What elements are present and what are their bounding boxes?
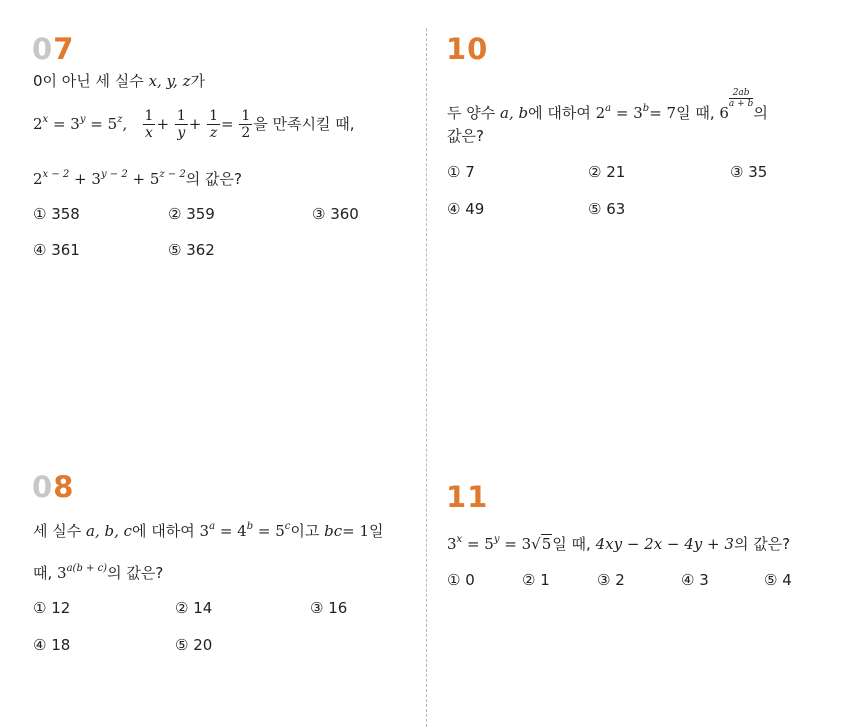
choice-11-1[interactable]: ① 0 <box>447 571 475 589</box>
problem-number-08: 08 <box>32 470 75 504</box>
choice-08-1[interactable]: ① 12 <box>33 599 71 617</box>
choice-07-4[interactable]: ④ 361 <box>33 241 80 259</box>
fraction-1-over-y: $\frac{1}{y}$ <box>176 108 186 141</box>
problem-number-10: 10 <box>446 32 489 66</box>
choice-08-2[interactable]: ② 14 <box>175 599 213 617</box>
choice-07-3[interactable]: ③ 360 <box>312 205 359 223</box>
choice-10-4[interactable]: ④ 49 <box>447 200 485 218</box>
problem-11-line-1: $3^x = 5^y = 3√5$일 때, 4xy − 2x − 4y + 3의 값은? <box>447 534 791 553</box>
problem-number-11: 11 <box>446 480 489 514</box>
problem-11 <box>427 460 852 727</box>
problem-07 <box>0 0 426 440</box>
problem-07-line-2: $2^x = 3^y = 5^z$, $\frac{1}{x}$ + $\frac{1}{y}$ + $\frac{1}{z}$ = $\frac{1}{2}$ 을 만족시킬 때, <box>33 108 355 141</box>
problem-10-line-1: 두 양수 a, b에 대하여 $2^a = 3^b= 7$일 때, 6 $\frac{2ab}{a + b}$ 의 <box>447 88 768 122</box>
choice-10-1[interactable]: ① 7 <box>447 163 475 181</box>
choice-11-4[interactable]: ④ 3 <box>681 571 709 589</box>
problem-10-line-2: 값은? <box>447 127 484 145</box>
problem-08-line-1: 세 실수 a, b, c에 대하여 $3^a = 4^b = 5^c$이고 bc= 1일 <box>33 521 384 540</box>
choice-08-5[interactable]: ⑤ 20 <box>175 636 213 654</box>
choice-11-5[interactable]: ⑤ 4 <box>764 571 792 589</box>
choice-07-2[interactable]: ② 359 <box>168 205 215 223</box>
choice-10-3[interactable]: ③ 35 <box>730 163 768 181</box>
fraction-1-over-2: $\frac{1}{2}$ <box>241 108 251 141</box>
choice-10-5[interactable]: ⑤ 63 <box>588 200 626 218</box>
problem-08 <box>0 460 426 727</box>
choice-11-2[interactable]: ② 1 <box>522 571 550 589</box>
problem-10 <box>427 0 852 440</box>
fraction-1-over-x: $\frac{1}{x}$ <box>144 108 154 141</box>
problem-07-line-1: 0이 아닌 세 실수 x, y, z가 <box>33 72 205 90</box>
choice-10-2[interactable]: ② 21 <box>588 163 626 181</box>
problem-number-07: 07 <box>32 32 75 66</box>
problem-08-line-2: 때, $3^{a(b + c)}$의 값은? <box>33 563 164 582</box>
fraction-1-over-z: $\frac{1}{z}$ <box>209 108 219 141</box>
choice-07-5[interactable]: ⑤ 362 <box>168 241 215 259</box>
problem-07-line-3: $2^{x - 2} + 3^{y - 2} + 5^{z - 2}$의 값은? <box>33 169 242 188</box>
choice-08-3[interactable]: ③ 16 <box>310 599 348 617</box>
exponent-fraction: $\frac{2ab}{a + b}$ <box>728 88 754 109</box>
choice-11-3[interactable]: ③ 2 <box>597 571 625 589</box>
choice-07-1[interactable]: ① 358 <box>33 205 80 223</box>
choice-08-4[interactable]: ④ 18 <box>33 636 71 654</box>
